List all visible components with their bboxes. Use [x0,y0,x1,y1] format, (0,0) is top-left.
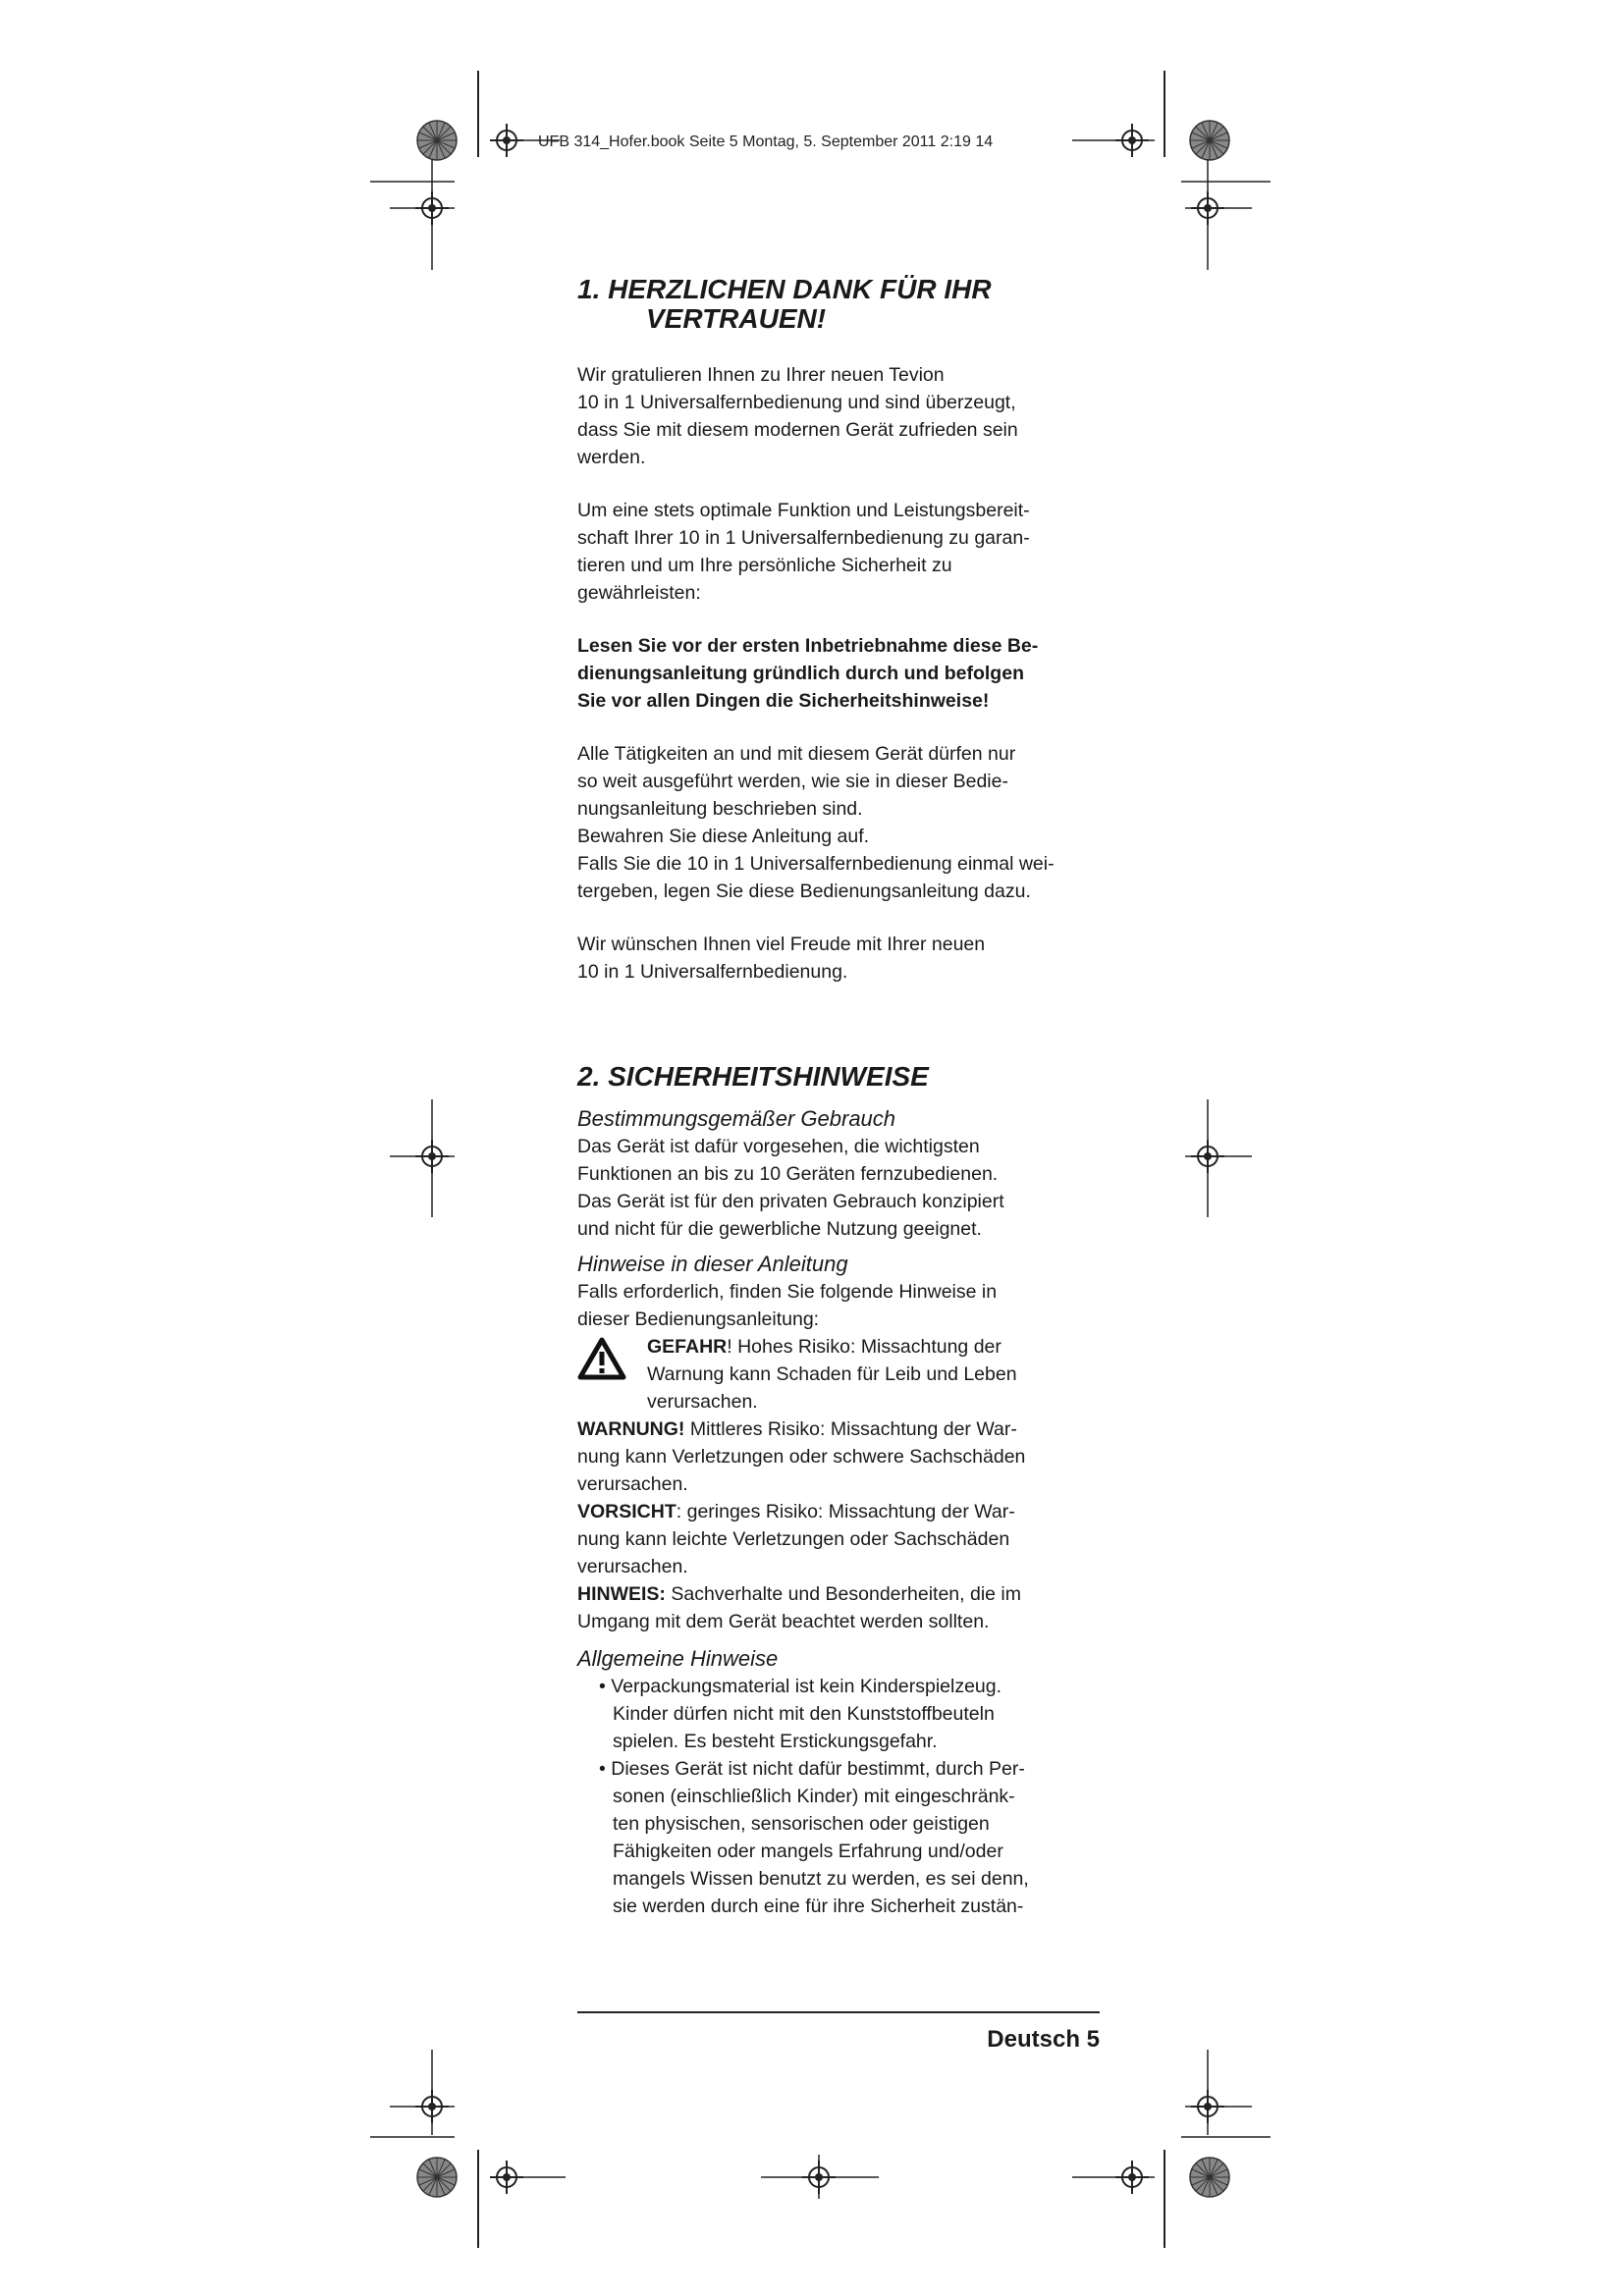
registration-mark [1191,1140,1224,1173]
closing-paragraph: Wir wünschen Ihnen viel Freude mit Ihrer neuen 10 in 1 Universalfernbedienung. [577,934,986,983]
registration-mark [1115,2161,1149,2194]
registration-mark [415,2090,449,2123]
color-wheel-mark [1190,121,1229,160]
section-2-heading: 2. SICHERHEITSHINWEISE [577,1061,929,1092]
hint-notice: HINWEIS: Sachverhalte und Besonderheiten, die im Umgang mit dem Gerät beachtet werden sollten. [577,1583,1021,1632]
read-instructions-notice: Lesen Sie vor der ersten Inbetriebnahme diese Be- dienungsanleitung gründlich durch und befolgen Sie vor allen Dingen die Sicherheitshinweise! [577,635,1039,712]
usage-paragraph: Alle Tätigkeiten an und mit diesem Gerät dürfen nur so weit ausgeführt werden, wie sie in dieser Bedie- nungsanleitung beschrieben sind. Bewahren Sie diese Anleitung auf. Falls Sie die 10 in 1 Universalfernbedienung einmal wei- tergeben, legen Sie diese Bedienungsanleitung dazu. [577,743,1055,902]
registration-mark [1115,124,1149,157]
registration-mark [490,2161,523,2194]
subheading-notes: Hinweise in dieser Anleitung [577,1252,848,1276]
caution-notice: VORSICHT: geringes Risiko: Missachtung der War- nung kann leichte Verletzungen oder Sachschäden verursachen. [577,1501,1015,1577]
list-item: • Verpackungsmaterial ist kein Kinderspielzeug. Kinder dürfen nicht mit den Kunststoffbeuteln spielen. Es besteht Erstickungsgefahr. [599,1676,1002,1752]
section-1-heading: 1. HERZLICHEN DANK FÜR IHR VERTRAUEN! [577,274,992,334]
color-wheel-mark [417,2158,457,2197]
danger-notice: GEFAHR! Hohes Risiko: Missachtung der Warnung kann Schaden für Leib und Leben verursachen. [577,1333,1127,1415]
registration-mark [415,1140,449,1173]
warning-notice: WARNUNG! Mittleres Risiko: Missachtung der War- nung kann Verletzungen oder schwere Sachschäden verursachen. [577,1418,1026,1495]
color-wheel-mark [1190,2158,1229,2197]
file-slug: UFB 314_Hofer.book Seite 5 Montag, 5. September 2011 2:19 14 [538,133,994,150]
subheading-general-notes: Allgemeine Hinweise [577,1646,779,1671]
page-number: Deutsch 5 [987,2026,1100,2053]
registration-mark [1191,2090,1224,2123]
intro-paragraph: Wir gratulieren Ihnen zu Ihrer neuen Tevion 10 in 1 Universalfernbedienung und sind überzeugt, dass Sie mit diesem modernen Gerät zufrieden sein werden. [577,364,1018,468]
intended-use-text: Das Gerät ist dafür vorgesehen, die wichtigsten Funktionen an bis zu 10 Geräten fernzubedienen. Das Gerät ist für den privaten Gebrauch konzipiert und nicht für die gewerbliche Nutzung geeignet. [577,1136,1004,1240]
notes-intro-text: Falls erforderlich, finden Sie folgende Hinweise in dieser Bedienungsanleitung: [577,1281,998,1330]
list-item: • Dieses Gerät ist nicht dafür bestimmt, durch Per- sonen (einschließlich Kinder) mit eingeschränk- ten physischen, sensorischen oder geistigen Fähigkeiten oder mangels Erfahrung und/oder mangels Wissen benutzt zu werden, es sei denn, sie werden durch eine für ihre Sicherheit zustän- [599,1758,1029,1917]
warning-triangle-icon [577,1337,626,1380]
registration-mark [802,2161,836,2194]
general-notes-list [577,1673,1127,1920]
registration-mark [490,124,523,157]
subheading-intended-use: Bestimmungsgemäßer Gebrauch [577,1106,896,1131]
registration-mark [1191,191,1224,225]
color-wheel-mark [417,121,457,160]
function-paragraph: Um eine stets optimale Funktion und Leistungsbereit- schaft Ihrer 10 in 1 Universalfernbedienung zu garan- tieren und um Ihre persönliche Sicherheit zu gewährleisten: [577,500,1030,604]
page-content [577,275,1127,1920]
footer-rule [577,2011,1100,2013]
